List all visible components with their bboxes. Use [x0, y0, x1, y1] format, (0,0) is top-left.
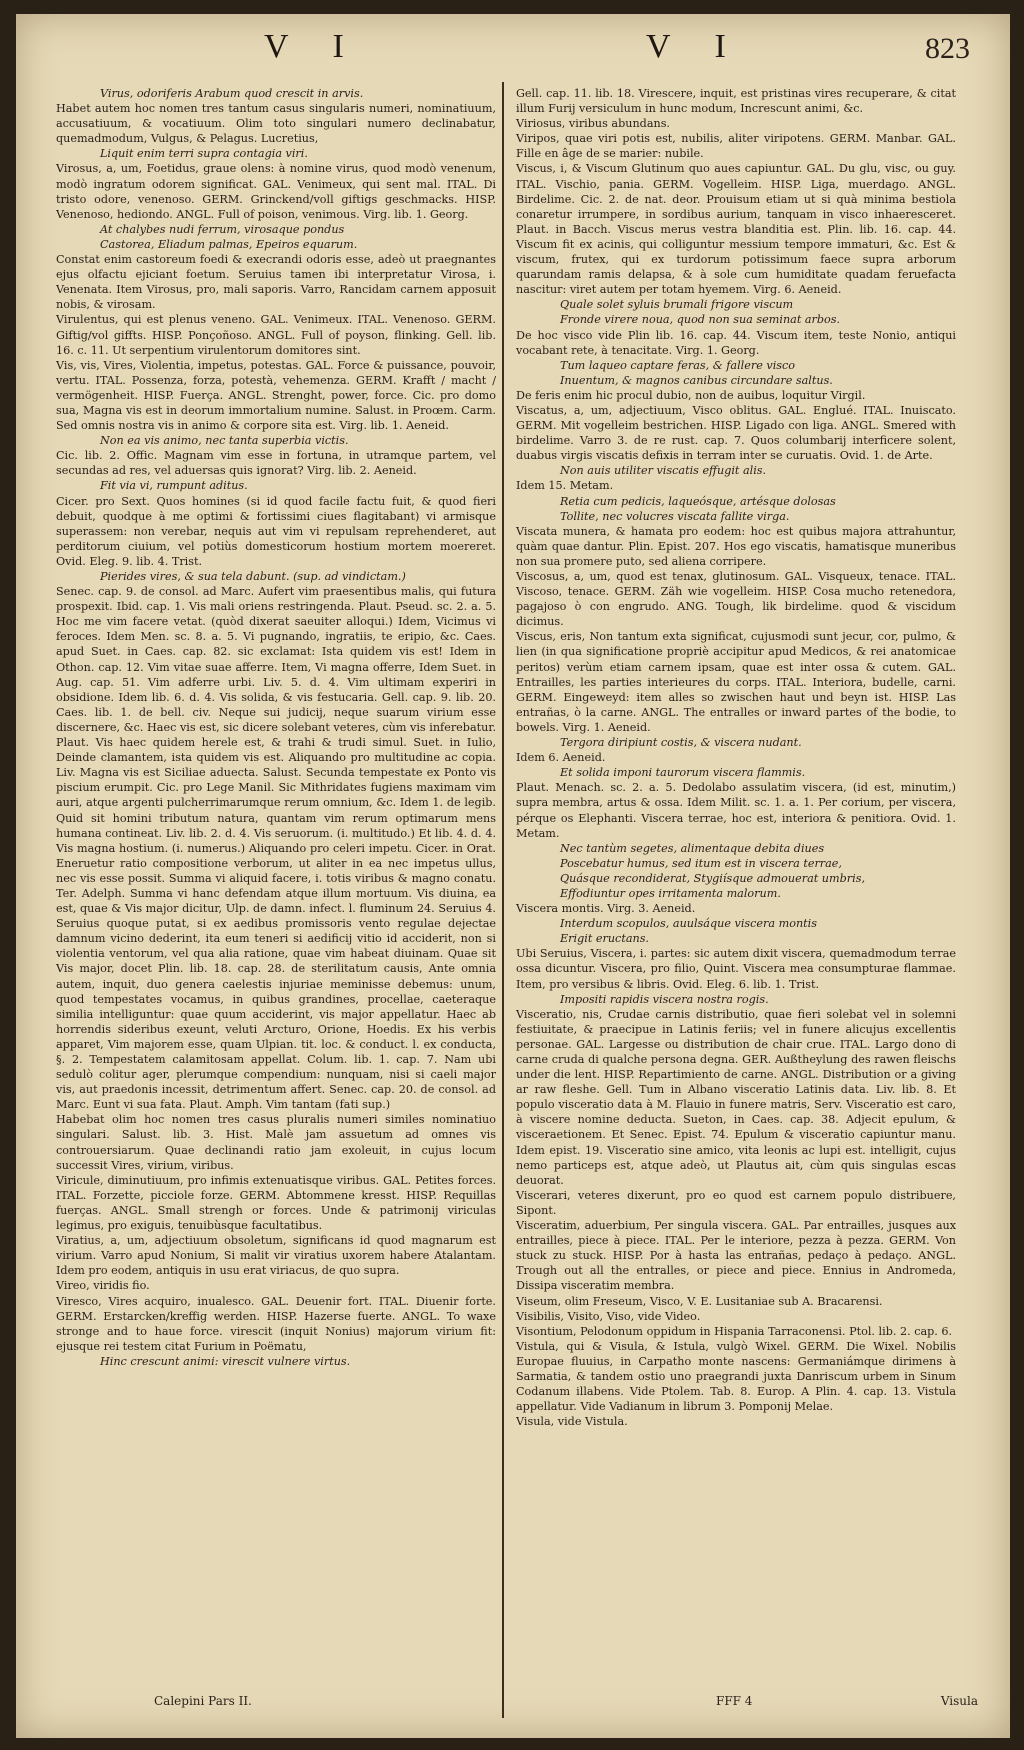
verse-quotation: Fronde virere noua, quod non sua seminat arbos. [560, 313, 841, 327]
verse-quotation: Tollite, nec volucres viscata fallite virga. [560, 509, 790, 523]
dictionary-page [16, 14, 1010, 1738]
dictionary-entry: Viscatus, a, um, adjectiuum, Visco oblitus. GAL. Englué. ITAL. Inuiscato. GERM. Mit vogelleim bestrichen. HISP. Ligado con liga. ANGL. Smered with birdelime. Varro 3. de re rust. cap. 7. Quos columbarij interficere solent, duabus virgis viscatis defixis in terram inter se curuatis. Ovid. 1. de Arte. [516, 403, 956, 463]
dictionary-entry: Vis, vis, Vires, Violentia, impetus, potestas. GAL. Force & puissance, pouvoir, vertu. ITAL. Possenza, forza, potestà, vehemenza. GERM. Krafft / macht / vermögenheit. HISP. Fuerça. ANGL. Strenght, power, force. Cic. pro domo sua, Magna vis est in deorum immortalium numine. Salust. in Proœm. Carm. Sed omnis nostra vis in animo & corpore sita est. Virg. lib. 1. Aeneid. [56, 358, 496, 433]
dictionary-entry: Visibilis, Visito, Viso, vide Video. [516, 1309, 701, 1323]
right-column [516, 86, 956, 1429]
dictionary-entry: Viseum, olim Freseum, Visco, V. E. Lusitaniae sub A. Bracarensi. [516, 1294, 883, 1308]
dictionary-entry: Vistula, qui & Visula, & Istula, vulgò Wixel. GERM. Die Wixel. Nobilis Europae fluuius, in Carpatho monte nascens: Germaniámque dirimens à Sarmatia, & tandem ostio uno praegrandi juxta Danriscum urbem in Sinum Codanum illabens. Vide Ptolem. Tab. 8. Europ. A Plin. 4. cap. 13. Vistula appellatur. Vide Vadianum in librum 3. Pomponij Melae. [516, 1339, 956, 1414]
verse-quotation: Tum laqueo captare feras, & fallere visco [560, 358, 796, 372]
dictionary-entry: Viricule, diminutiuum, pro infimis extenuatisque viribus. GAL. Petites forces. ITAL. Forzette, picciole forze. GERM. Abtommene kresst. HISP. Requillas fuerças. ANGL. Small strengh or forces. Unde & patrimonij viriculas legimus, pro exiguis, tenuibùsque facultatibus. [56, 1173, 496, 1233]
verse-quotation: Liquit enim terri supra contagia viri. [100, 147, 308, 161]
dictionary-entry: Gell. cap. 11. lib. 18. Virescere, inquit, est pristinas vires recuperare, & citat illum Furij versiculum in hunc modum, Increscunt animi, &c. [516, 87, 956, 116]
page-number: 823 [925, 32, 970, 65]
verse-quotation: Effodiuntur opes irritamenta malorum. [560, 886, 781, 900]
verse-quotation: Castorea, Eliadum palmas, Epeiros equarum. [100, 237, 358, 251]
verse-quotation: Virus, odoriferis Arabum quod crescit in arvis. [100, 87, 364, 100]
verse-quotation: Fit via vi, rumpunt aditus. [100, 479, 248, 493]
dictionary-entry: De hoc visco vide Plin lib. 16. cap. 44. Viscum item, teste Nonio, antiqui vocabant rete, à tenacitate. Virg. 1. Georg. [516, 328, 956, 357]
verse-quotation: Quásque recondiderat, Stygiísque admouerat umbris, [560, 871, 866, 885]
dictionary-entry: Cicer. pro Sext. Quos homines (si id quod facile factu fuit, & quod fieri debuit, quodque à me optimi & fortissimi ciues flagitabant) vi armisque superassem: non verebar, nequis aut vim vi repulsam reprehenderet, aut perditorum ciuium, vel potiùs domesticorum hostium mortem moereret. Ovid. Eleg. 9. lib. 4. Trist. [56, 494, 496, 568]
dictionary-entry: Viscera montis. Virg. 3. Aeneid. [516, 902, 696, 916]
catchword: Visula [940, 1694, 978, 1708]
dictionary-entry: Viscus, eris, Non tantum exta significat, cujusmodi sunt jecur, cor, pulmo, & lien (in qua significatione propriè accipitur apud Medicos, & rei anatomicae peritos) verùm etiam carnem ipsam, quae est inter ossa & cutem. GAL. Entrailles, les parties interieures du corps. ITAL. Interiora, budelle, carni. GERM. Eingeweyd: item alles so zwischen haut und beyn ist. HISP. Las entrañas, ò la carne. ANGL. The entralles or inward partes of the bodie, to bowels. Virg. 1. Aeneid. [516, 630, 956, 734]
column-divider [502, 82, 504, 1718]
dictionary-entry: Viscata munera, & hamata pro eodem: hoc est quibus majora attrahuntur, quàm quae dantur. Plin. Epist. 207. Hos ego viscatis, hamatisque muneribus non sua promere puto, sed aliena corripere. [516, 524, 956, 568]
footer-title: Calepini Pars II. [154, 1694, 252, 1708]
verse-quotation: Inuentum, & magnos canibus circundare saltus. [560, 373, 833, 387]
dictionary-entry: Viriosus, viribus abundans. [516, 117, 670, 131]
left-running-head: V I [264, 28, 362, 65]
verse-quotation: Impositi rapidis viscera nostra rogis. [560, 992, 769, 1006]
verse-quotation: Hinc crescunt animi: virescit vulnere virtus. [100, 1354, 351, 1368]
verse-quotation: Tergora diripiunt costis, & viscera nudant. [560, 736, 802, 750]
dictionary-entry: Viscosus, a, um, quod est tenax, glutinosum. GAL. Visqueux, tenace. ITAL. Viscoso, tenace. GERM. Zäh wie vogelleim. HISP. Cosa mucho retenedora, pagajoso ò con engrudo. ANG. Tough, lik birdelime. quod & viscidum dicimus. [516, 570, 956, 629]
dictionary-entry: Virulentus, qui est plenus veneno. GAL. Venimeux. ITAL. Venenoso. GERM. Giftig/vol giffts. HISP. Ponçoñoso. ANGL. Full of poyson, flinking. Gell. lib. 16. c. 11. Ut serpentium virulentorum domitores sint. [56, 313, 496, 357]
dictionary-entry: Visula, vide Vistula. [516, 1415, 628, 1429]
verse-quotation: Poscebatur humus, sed itum est in viscera terrae, [560, 856, 842, 870]
dictionary-entry: Visceratio, nis, Crudae carnis distributio, quae fieri solebat vel in solemni festiuitate, & praecipue in Latinis feriis; vel in funere alicujus excellentis personae. GAL. Largesse ou distribution de chair crue. ITAL. Largo dono di carne cruda di qualche persona degna. GER. Außtheylung des rawen fleischs under die lent. HISP. Repartimiento de carne. ANGL. Distribution or a giving ar raw fleshe. Gell. Tum in Albano visceratio Latinis data. Liv. lib. 8. Et populo visceratio data à M. Flauio in funere matris, Serv. Visceratio est caro, à viscere nomine deducta. Sueton, in Caes. cap. 38. Adjecit epulum, & visceraetionem. Et Senec. Epist. 74. Epulum & visceratio capiuntur manu. Idem epist. 19. Visceratio sine amico, vita leonis ac lupi est. intelligit, cujus nemo particeps est, atque adeò, ut Plautus ait, cùm quis singulas escas deuorat. [516, 1007, 956, 1187]
dictionary-entry: Viratius, a, um, adjectiuum obsoletum, significans id quod magnarum est virium. Varro apud Nonium, Si malit vir viratius uxorem habere Atalantam. Idem pro eodem, antiquis in usu erat viriacus, de quo supra. [56, 1234, 496, 1278]
verse-quotation: Retia cum pedicis, laqueósque, artésque dolosas [560, 494, 836, 508]
right-running-head: V I [646, 28, 744, 65]
dictionary-entry: Habebat olim hoc nomen tres casus pluralis numeri similes nominatiuo singulari. Salust. lib. 3. Hist. Malè jam assuetum ad omnes vis controuersiarum. Quae declinandi ratio jam exoleuit, in cujus locum successit Vires, virium, viribus. [56, 1113, 496, 1172]
verse-quotation: Pierides vires, & sua tela dabunt. (sup. ad vindictam.) [100, 570, 406, 583]
verse-quotation: Non auis utiliter viscatis effugit alis. [560, 464, 767, 478]
left-column [56, 86, 496, 1369]
verse-quotation: Non ea vis animo, nec tanta superbia victis. [100, 434, 349, 448]
dictionary-entry: Cic. lib. 2. Offic. Magnam vim esse in fortuna, in utramque partem, vel secundas ad res, vel aduersas quis ignorat? Virg. lib. 2. Aeneid. [56, 449, 496, 478]
dictionary-entry: Viripos, quae viri potis est, nubilis, aliter viripotens. GERM. Manbar. GAL. Fille en âge de se marier: nubile. [516, 132, 956, 161]
dictionary-entry: Idem 15. Metam. [516, 479, 614, 493]
dictionary-entry: Idem 6. Aeneid. [516, 751, 606, 765]
dictionary-entry: Viscus, i, & Viscum Glutinum quo aues capiuntur. GAL. Du glu, visc, ou guy. ITAL. Vischio, pania. GERM. Vogelleim. HISP. Liga, muerdago. ANGL. Birdelime. Cic. 2. de nat. deor. Prouisum etiam ut si quà minima bestiola conaretur irrumpere, in sordibus aurium, tanquam in visco inhaeresceret. Plaut. in Bacch. Viscus merus vestra blanditia est. Plin. lib. 16. cap. 44. Viscum fit ex acinis, qui colliguntur messium tempore immaturi, &c. Est & viscum, frutex, qui ex turdorum potissimum faece supra arborum quarundam ramis delapsa, & à sole cum humiditate quadam feruefacta nascitur: viret autem per totam hyemem. Virg. 6. Aeneid. [516, 162, 956, 297]
dictionary-entry: Constat enim castoreum foedi & execrandi odoris esse, adeò ut praegnantes ejus olfactu ejiciant foetum. Seruius tamen ibi interpretatur Virosa, i. Venenata. Item Virosus, pro, mali saporis. Varro, Rancidam carnem apposuit nobis, & virosam. [56, 253, 496, 312]
dictionary-entry: Habet autem hoc nomen tres tantum casus singularis numeri, nominatiuum, accusatiuum, & vocatiuum. Olim toto singulari numero declinabatur, quemadmodum, Vulgus, & Pelagus. Lucretius, [56, 102, 496, 146]
dictionary-entry: Vireo, viridis fio. [56, 1279, 150, 1293]
dictionary-entry: Plaut. Menach. sc. 2. a. 5. Dedolabo assulatim viscera, (id est, minutim,) supra membra, artus & ossa. Idem Milit. sc. 1. a. 1. Per corium, per viscera, pérque os Elephanti. Viscera terrae, hoc est, interiora & penitiora. Ovid. 1. Metam. [516, 781, 956, 840]
dictionary-entry: Viscerari, veteres dixerunt, pro eo quod est carnem populo distribuere, Sipont. [516, 1188, 956, 1217]
dictionary-entry: Ubi Seruius, Viscera, i. partes: sic autem dixit viscera, quemadmodum terrae ossa dicuntur. Viscera, pro filio, Quint. Viscera mea consumpturae flammae. Item, pro versibus & libris. Ovid. Eleg. 6. lib. 1. Trist. [516, 947, 956, 991]
verse-quotation: At chalybes nudi ferrum, virosaque pondus [100, 222, 345, 236]
verse-quotation: Nec tantùm segetes, alimentaque debita diues [560, 841, 825, 855]
dictionary-entry: Senec. cap. 9. de consol. ad Marc. Aufert vim praesentibus malis, qui futura prospexit. Ibid. cap. 1. Vis mali oriens restringenda. Plaut. Pseud. sc. 2. a. 5. Hoc me vim facere vetat. (quòd dixerat saeuiter alloqui.) Idem, Vicimus vi feroces. Idem Men. sc. 8. a. 5. Vi pugnando, ingratiis, te eripio, &c. Caes. apud Suet. in Caes. cap. 82. sic exclamat: Ista quidem vis est! Idem in Othon. cap. 12. Vim vitae suae afferre. Item, Vi magna offerre, Idem Suet. in Aug. cap. 51. Vim adferre urbi. Liv. 5. d. 4. Vim ultimam experiri in obsidione. Idem lib. 6. d. 4. Vis solida, & vis festucaria. Gell. cap. 9. lib. 20. Caes. lib. 1. de bell. civ. Neque sui judicij, neque suarum virium esse discernere, &c. Haec vis est, sic dicere solebant veteres, cùm vis inferebatur. Plaut. Vis haec quidem herele est, & trahi & trudi simul. Suet. in Iulio, Deinde clamantem, ista quidem vis est. Aliquando pro multitudine ac copia. Liv. Magna vis est Siciliae aduecta. Salust. Secunda tempestate ex Ponto vis piscium erumpit. Cic. pro Lege Manil. Sic Mithridates fugiens maximam vim auri, atque argenti pulcherrimarumque rerum omnium, &c. Idem 1. de legib. Quid sit homini tributum natura, quantam vim rerum optimarum mens humana contineat. Liv. lib. 2. d. 4. Vis seruorum. (i. multitudo.) Et lib. 4. d. 4. Vis magna hostium. (i. numerus.) Aliquando pro celeri impetu. Cicer. in Orat. Eneruetur ratio compositione verborum, ut aliter in ea nec impetus ullus, nec vis esse possit. Summa vi aliquid facere, i. totis viribus & magno conatu. Ter. Adelph. Summa vi hanc defendam atque illum mortuum. Vis diuina, ea est, quae & Vis major dicitur, Ulp. de damn. infect. l. fluminum 24. Seruius 4. Seruius quoque putat, si ex aedibus promissoris vento regulae dejectae damnum vicino dederint, ita eum teneri si aedificij vitio id acciderit, non si violentia ventorum, vel qua alia ratione, quae vim habeat diuinam. Quae sit Vis major, docet Plin. lib. 18. cap. 28. de sterilitatum causis, Ante omnia autem, inquit, duo genera caelestis injuriae meminisse debemus: unum, quod tempestates vocamus, in quibus grandines, procellae, caeteraque similia intelliguntur: quae quum acciderint, vis major appellatur. Haec ab horrendis sideribus exeunt, veluti Arcturo, Orione, Hoedis. Ex his verbis apparet, Vim majorem esse, quam Ulpian. tit. loc. & conduct. l. ex conducta, §. 2. Tempestatem calamitosam appellat. Colum. lib. 1. cap. 7. Nam ubi sedulò colitur ager, plerumque compendium: nunquam, nisi si caeli major vis, aut praedonis incessit, detrimentum affert. Senec. cap. 20. de consol. ad Marc. Eunt vi sua fata. Plaut. Amph. Vim tantam (fati sup.) [56, 585, 496, 1112]
verse-quotation: Interdum scopulos, auulsáque viscera montis [560, 917, 817, 931]
dictionary-entry: Viresco, Vires acquiro, inualesco. GAL. Deuenir fort. ITAL. Diuenir forte. GERM. Erstarcken/kreffig werden. HISP. Hazerse fuerte. ANGL. To waxe stronge and to haue force. virescit (inquit Nonius) majorum virium fit: ejusque rei testem citat Furium in Poëmatu, [56, 1294, 496, 1353]
verse-quotation: Erigit eructans. [560, 932, 649, 946]
dictionary-entry: Visontium, Pelodonum oppidum in Hispania Tarraconensi. Ptol. lib. 2. cap. 6. [516, 1324, 953, 1338]
dictionary-entry: De feris enim hic procul dubio, non de auibus, loquitur Virgil. [516, 388, 866, 402]
dictionary-entry: Virosus, a, um, Foetidus, graue olens: à nomine virus, quod modò venenum, modò ingratum odorem significat. GAL. Venimeux, qui sent mal. ITAL. Di tristo odore, venenoso. GERM. Grinckend/voll giftigs geschmacks. HISP. Venenoso, hediondo. ANGL. Full of poison, venimous. Virg. lib. 1. Georg. [56, 162, 496, 221]
signature-mark: FFF 4 [716, 1694, 753, 1708]
verse-quotation: Quale solet syluis brumali frigore viscum [560, 298, 794, 312]
verse-quotation: Et solida imponi taurorum viscera flammis. [560, 766, 806, 780]
dictionary-entry: Visceratim, aduerbium, Per singula viscera. GAL. Par entrailles, jusques aux entrailles, piece à piece. ITAL. Per le interiore, pezza à pezza. GERM. Von stuck zu stuck. HISP. Por à hasta las entrañas, pedaço à pedaço. ANGL. Trough out all the entralles, or piece and piece. Ennius in Andromeda, Dissipa visceratim membra. [516, 1219, 956, 1293]
